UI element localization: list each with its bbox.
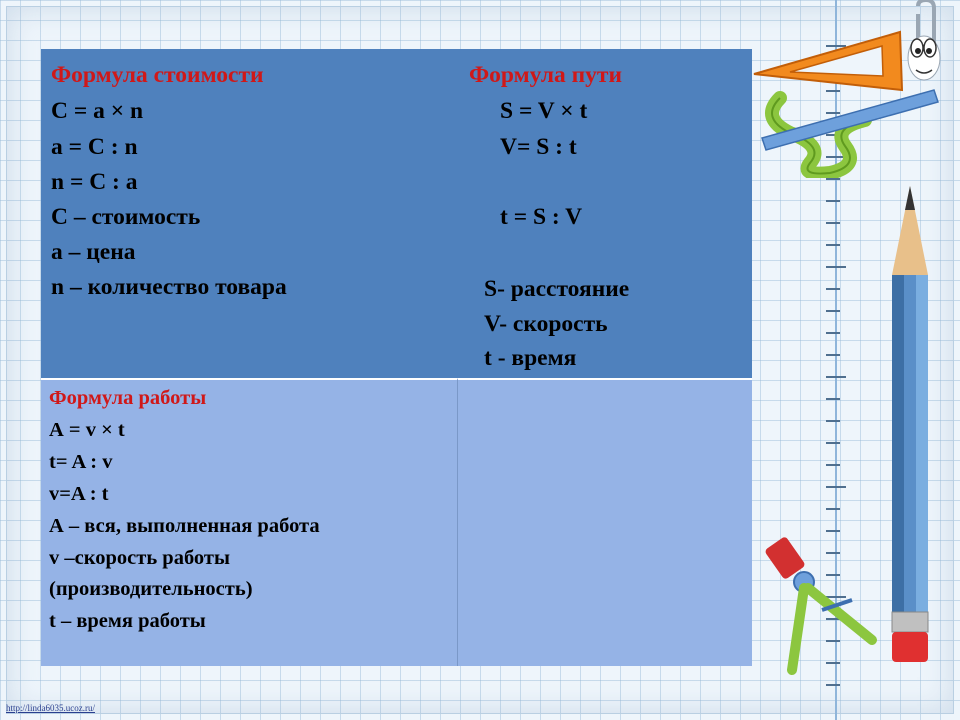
work-line: v –скорость работы	[49, 547, 230, 569]
work-line: t= A : v	[49, 451, 113, 473]
ruler-tick	[826, 200, 840, 202]
empty-cell	[457, 378, 752, 666]
path-title: Формула пути	[469, 62, 623, 88]
cost-line: С = а × n	[51, 98, 144, 124]
work-line: А = v × t	[49, 419, 125, 441]
cost-title: Формула стоимости	[51, 62, 264, 88]
formula-table	[41, 49, 752, 666]
triangle-ruler-icon	[750, 28, 940, 178]
path-formula: V= S : t	[500, 134, 577, 160]
ruler-tick	[826, 178, 840, 180]
footer-link[interactable]: http://linda6035.ucoz.ru/	[6, 703, 95, 713]
work-line: v=A : t	[49, 483, 109, 505]
ruler-tick	[826, 222, 840, 224]
ruler-tick	[826, 442, 840, 444]
path-cell	[457, 49, 752, 378]
ruler-tick	[826, 420, 840, 422]
cost-cell	[41, 49, 457, 378]
ruler-tick	[826, 398, 840, 400]
ruler-tick	[826, 354, 840, 356]
ruler-tick	[826, 310, 840, 312]
cost-line: а = С : n	[51, 134, 138, 160]
work-cell	[41, 378, 457, 666]
ruler-tick	[826, 464, 840, 466]
path-legend: t - время	[484, 345, 577, 371]
path-formula: t = S : V	[500, 204, 583, 230]
cost-line: n = С : а	[51, 169, 138, 195]
compass-icon	[762, 530, 892, 680]
ruler-tick	[826, 332, 840, 334]
cost-line: а – цена	[51, 239, 136, 265]
work-line: (производительность)	[49, 578, 253, 600]
ruler-tick	[826, 266, 846, 268]
path-legend: S- расстояние	[484, 276, 630, 302]
path-formula: S = V × t	[500, 98, 588, 124]
path-legend: V- скорость	[484, 311, 608, 337]
ruler-tick	[826, 508, 840, 510]
ruler-tick	[826, 684, 840, 686]
ruler-tick	[826, 486, 846, 488]
work-line: t – время работы	[49, 610, 206, 632]
cost-line: С – стоимость	[51, 204, 201, 230]
work-line: А – вся, выполненная работа	[49, 515, 320, 537]
ruler-tick	[826, 244, 840, 246]
work-title: Формула работы	[49, 387, 207, 409]
cost-line: n – количество товара	[51, 274, 287, 300]
ruler-tick	[826, 288, 840, 290]
ruler-tick	[826, 376, 846, 378]
